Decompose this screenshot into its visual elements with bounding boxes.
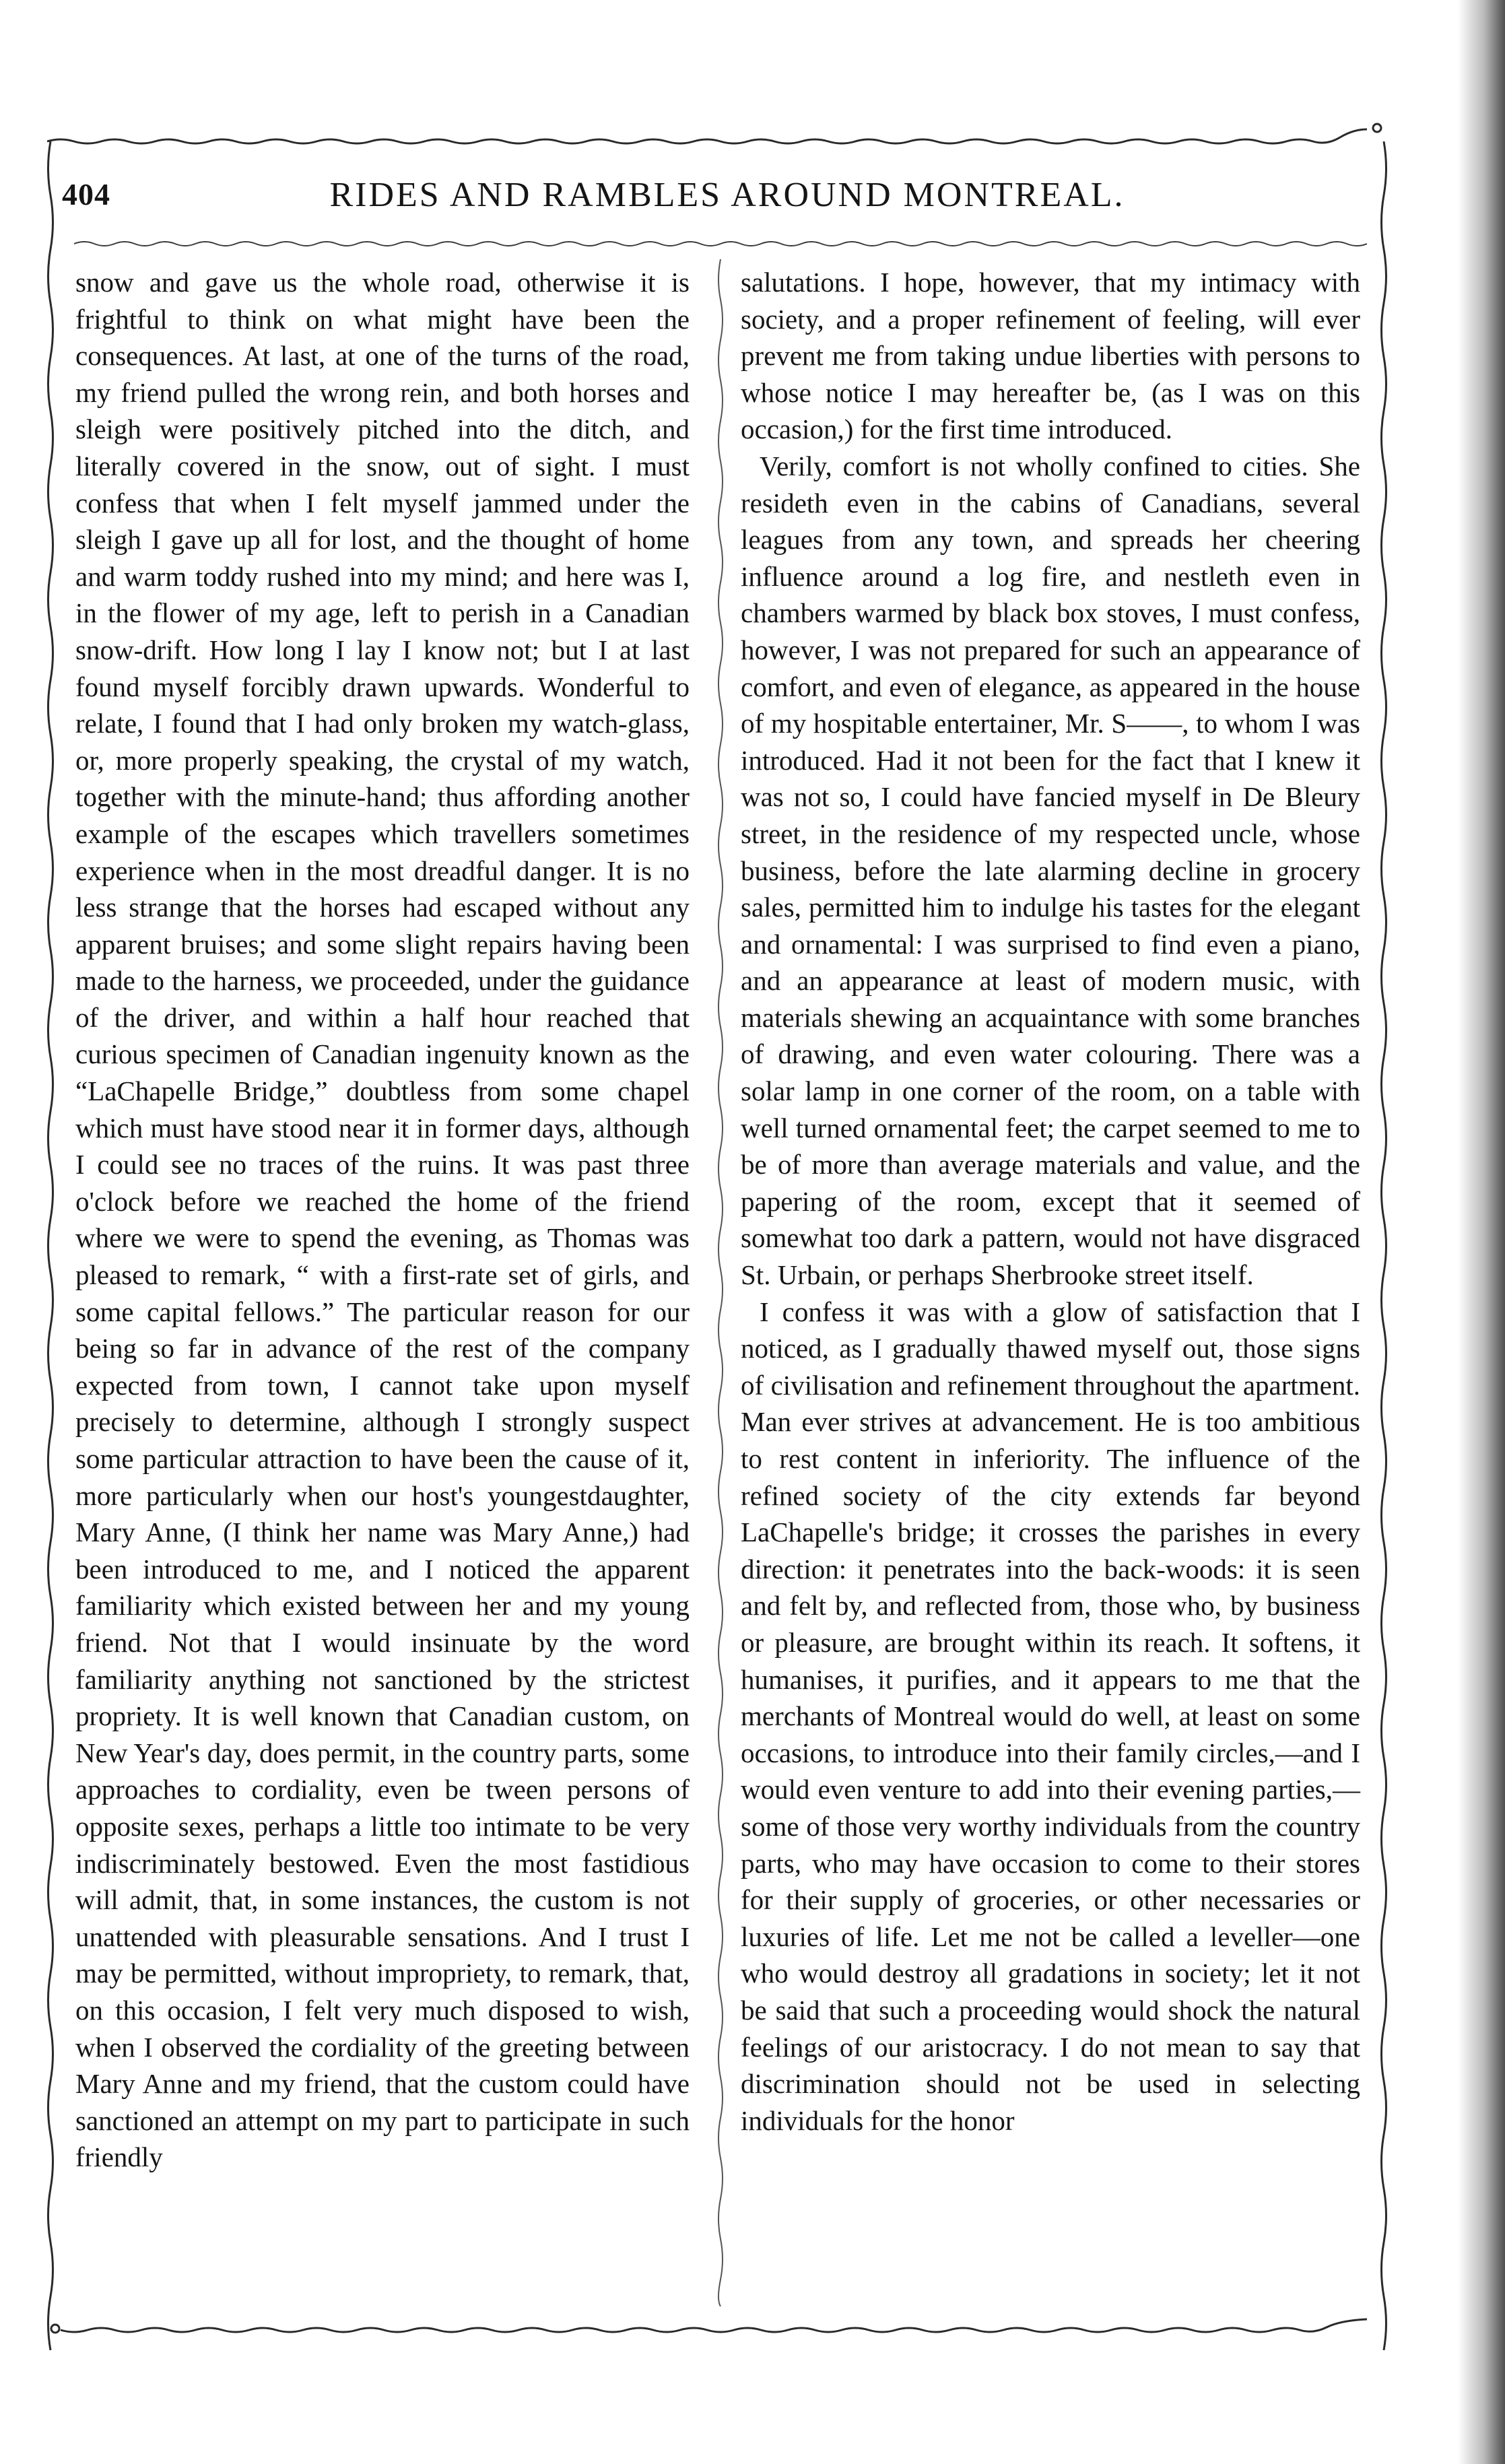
left-paragraph-1: snow and gave us the whole road, otherwise it is frightful to think on what might have been the consequences. At last, at one of the turns of the road, my friend pulled the wrong rein, and both horses and sleigh were positively pitched into the ditch, and literally covered in the snow, out of sight. I must confess that when I felt myself jammed under the sleigh I gave up all for lost, and the thought of home and warm toddy rushed into my mind; and here was I, in the flower of my age, left to perish in a Canadian snow-drift. How long I lay I know not; but I at last found myself forcibly drawn upwards. Wonderful to relate, I found that I had only broken my watch-glass, or, more properly speaking, the crystal of my watch, together with the minute-hand; thus affording another example of the escapes which travellers sometimes experience when in the most dreadful danger. It is no less strange that the horses had escaped without any apparent bruises; and some slight repairs having been made to the harness, we proceeded, under the guidance of the driver, and within a half hour reached that curious specimen of Canadian ingenuity known as the “LaChapelle Bridge,” doubtless from some chapel which must have stood near it in former days, although I could see no traces of the ruins. It was past three o'clock before we reached the home of the friend where we were to spend the evening, as Thomas was pleased to remark, “ with a first-rate set of girls, and some capital fellows.” The particular reason for our being so far in advance of the rest of the company expected from town, I cannot take upon myself precisely to determine, although I strongly suspect some particular attraction to have been the cause of it, more particularly when our host's youngestdaughter, Mary Anne, (I think her name was Mary Anne,) had been introduced to me, and I noticed the apparent familiarity which existed between her and my young friend. Not that I would insinuate by the word familiarity anything not sanctioned by the strictest propriety. It is well known that Canadian custom, on New Year's day, does permit, in the country parts, some approaches to cordiality, even be tween persons of opposite sexes, perhaps a little too intimate to be very indiscriminately bestowed. Even the most fastidious will admit, that, in some instances, the custom is not unattended with pleasurable sensations. And I trust I may be permitted, without impropriety, to remark, that, on this occasion, I felt very much disposed to wish, when I observed the cordiality of the greeting between Mary Anne and my friend, that the custom could have sanctioned an attempt on my part to participate in such friendly bbox=[75, 267, 690, 2173]
right-side-border bbox=[1374, 141, 1394, 2350]
book-binding-shadow bbox=[1458, 0, 1505, 2464]
top-wavy-border bbox=[47, 121, 1387, 148]
left-column bbox=[75, 264, 690, 2176]
right-paragraph-1: salutations. I hope, however, that my intimacy with society, and a proper refinement of feeling, will ever prevent me from taking undue liberties with persons to whose notice I may hereafter be, (as I was on this occasion,) for the first time introduced. bbox=[741, 267, 1360, 445]
right-column bbox=[741, 264, 1360, 2139]
bottom-wavy-border bbox=[47, 2317, 1387, 2343]
header-wavy-rule bbox=[74, 234, 1367, 251]
left-side-border bbox=[40, 141, 61, 2350]
right-paragraph-3: I confess it was with a glow of satisfaction that I noticed, as I gradually thawed myself out, those signs of civilisation and refinement throughout the apartment. Man ever strives at advancement. He is too ambitious to rest content in inferiority. The influence of the refined society of the city extends far beyond LaChapelle's bridge; it crosses the parishes in every direction: it penetrates into the back-woods: it is seen and felt by, and reflected from, those who, by business or pleasure, are brought within its reach. It softens, it humanises, it purifies, and it appears to me that the merchants of Montreal would do well, at least on some occasions, to introduce into their family circles,—and I would even venture to add into their evening parties,—some of those very worthy individuals from the country parts, who may have occasion to come to their stores for their supply of groceries, or other necessaries or luxuries of life. Let me not be called a leveller—one who would destroy all gradations in society; let it not be said that such a proceeding would shock the natural feelings of our aristocracy. I do not mean to say that discrimination should not be used in selecting individuals for the honor bbox=[741, 1296, 1360, 2136]
page-number: 404 bbox=[62, 177, 110, 211]
column-divider bbox=[712, 259, 729, 2306]
running-title: RIDES AND RAMBLES AROUND MONTREAL. bbox=[329, 176, 1125, 214]
right-paragraph-2: Verily, comfort is not wholly confined to cities. She resideth even in the cabins of Canadians, several leagues from any town, and spreads her cheering influence around a log fire, and nestleth even in chambers warmed by black box stoves, I must confess, however, I was not prepared for such an appearance of comfort, and even of elegance, as appeared in the house of my hospitable entertainer, Mr. S——, to whom I was introduced. Had it not been for the fact that I knew it was not so, I could have fancied myself in De Bleury street, in the residence of my respected uncle, whose business, before the late alarming decline in grocery sales, permitted him to indulge his tastes for the elegant and ornamental: I was surprised to find even a piano, and an appearance at least of modern music, with materials shewing an acquaintance with some branches of drawing, and even water colouring. There was a solar lamp in one corner of the room, on a table with well turned ornamental feet; the carpet seemed to me to be of more than average materials and value, and the papering of the room, except that it seemed of somewhat too dark a pattern, would not have disgraced St. Urbain, or perhaps Sherbrooke street itself. bbox=[741, 450, 1360, 1291]
